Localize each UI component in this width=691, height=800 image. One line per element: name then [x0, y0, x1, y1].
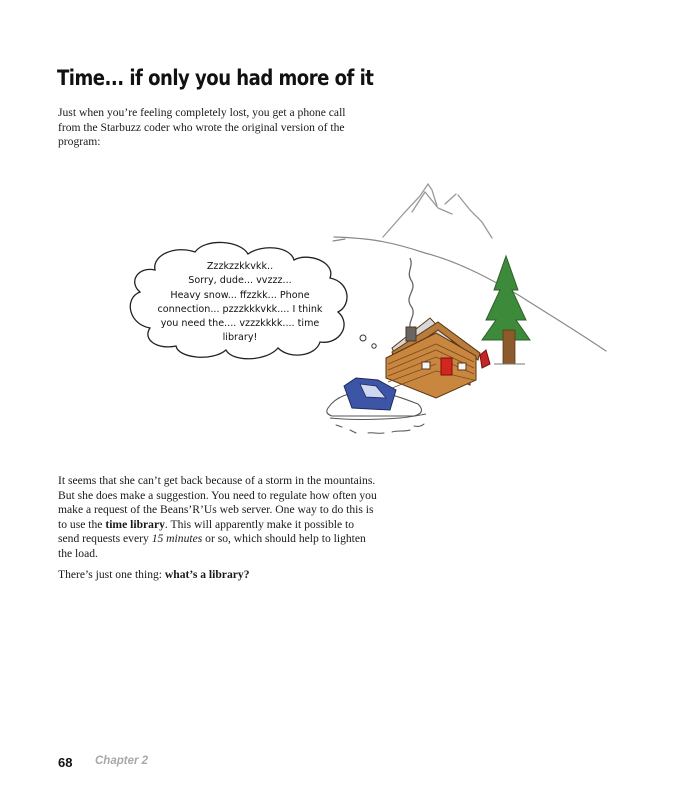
- speech-bubble-text: [150, 260, 330, 346]
- interval-emphasis: 15 minutes: [151, 532, 203, 545]
- closing-text: There’s just one thing:: [58, 568, 165, 581]
- snow-drifts-icon: [336, 424, 424, 433]
- body-text: . This will apparently make it possible to send requests every: [58, 517, 355, 545]
- smoke-icon: [409, 258, 413, 332]
- bubble-line: library!: [222, 332, 258, 344]
- intro-paragraph: Just when you’re feeling completely lost, you get a phone call from the Starbuzz coder who wrote the original version of the program:: [58, 106, 346, 148]
- body-text: It seems that she can’t get back because of a storm in the mountains. But she does make a suggestion. You need to regulate how often you make a request of the Beans’R’Us web server. One way to do this is to use the: [58, 474, 377, 531]
- page-title: Time... if only you had more of it: [57, 66, 374, 90]
- page-number: 68: [58, 755, 73, 770]
- time-library-term: time library: [105, 517, 165, 531]
- thought-dot-icon: [360, 335, 366, 341]
- page-footer: [58, 754, 149, 772]
- body-paragraph: [58, 474, 378, 561]
- body-text: or so, which should help to lighten the load.: [58, 532, 366, 560]
- closing-paragraph: [58, 568, 378, 583]
- pine-tree-icon: [482, 256, 530, 364]
- ground-icon: [333, 237, 606, 351]
- bubble-line: connection... pzzzkkkvkk.... I think: [157, 303, 323, 315]
- mountains-icon: [383, 184, 492, 238]
- thought-dot-icon: [372, 344, 376, 348]
- chapter-label: Chapter 2: [95, 755, 149, 767]
- closing-question: what’s a library?: [164, 568, 250, 581]
- bubble-line: you need the.... vzzzkkkk.... time: [160, 318, 320, 330]
- bubble-line: Zzzkzzkkvkk..: [206, 261, 274, 272]
- bubble-line: Heavy snow... ffzzkk... Phone: [170, 289, 310, 301]
- bubble-line: Sorry, dude... vvzzz...: [188, 275, 292, 287]
- cabin-icon: [386, 318, 490, 398]
